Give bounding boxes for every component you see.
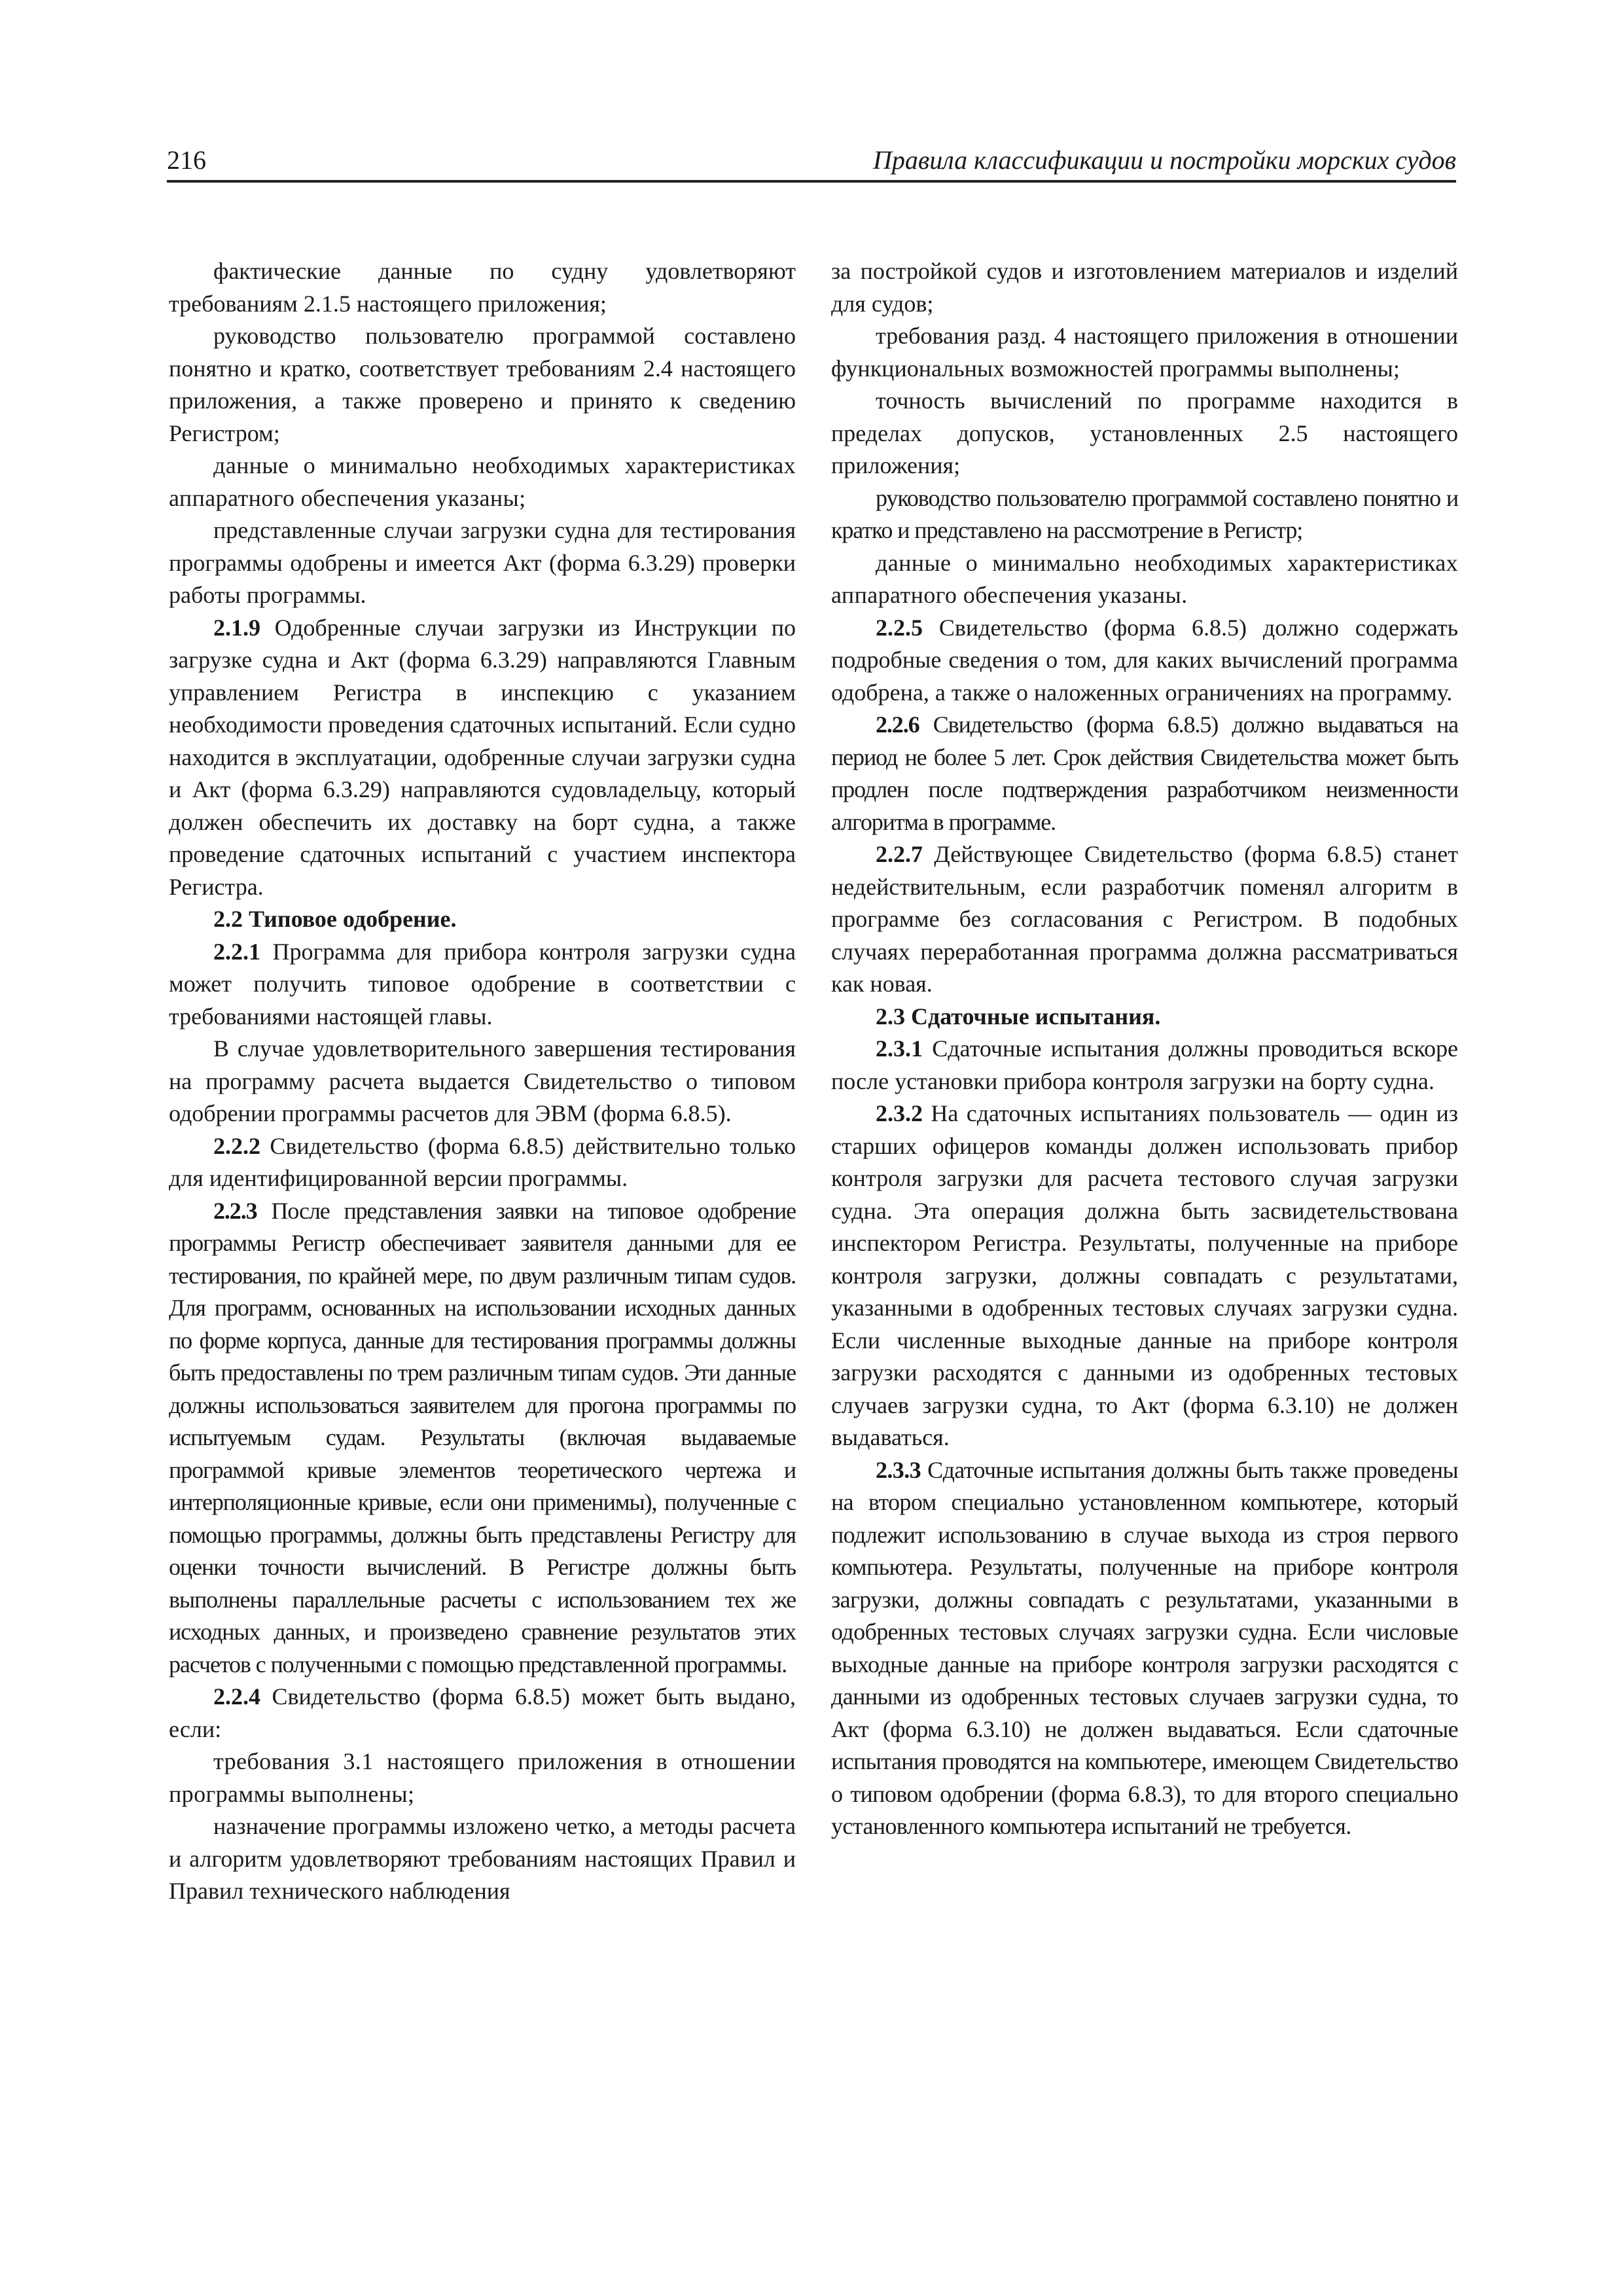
clause-2-2-3 <box>169 1195 796 1681</box>
clause-text: Свидетельство (форма 6.8.5) может быть выдано, если: <box>169 1683 796 1742</box>
clause-number: 2.2.7 <box>876 841 923 867</box>
page-header <box>167 141 1456 183</box>
paragraph: данные о минимально необходимых характеристиках аппаратного обеспечения указаны. <box>831 549 1458 608</box>
clause-2-2-6 <box>831 709 1458 838</box>
clause-text: Свидетельство (форма 6.8.5) действительно только для идентифицированной версии программы. <box>169 1132 796 1191</box>
clause-number: 2.1.9 <box>213 614 260 641</box>
paragraph: представленные случаи загрузки судна для тестирования программы одобрены и имеется Акт (форма 6.3.29) проверки работы программы. <box>169 517 796 608</box>
clause-number: 2.3.1 <box>876 1035 923 1062</box>
clause-number: 2.2.5 <box>876 614 923 641</box>
clause-text: Одобренные случаи загрузки из Инструкции по загрузке судна и Акт (форма 6.3.29) направляются Главным управлением Регистра в инспекцию с указанием необходимости проведения сдаточных испытаний. Если судно находится в эксплуатации, одобренные случаи загрузки судна и Акт (форма 6.3.29) направляются судовладельцу, который должен обеспечить их доставку на борт судна, а также проведение сдаточных испытаний с участием инспектора Регистра. <box>169 614 796 900</box>
clause-number: 2.3.3 <box>876 1456 921 1483</box>
clause-number: 2.2.2 <box>213 1132 260 1159</box>
paragraph: В случае удовлетворительного завершения тестирования на программу расчета выдается Свидетельство о типовом одобрении программы расчетов для ЭВМ (форма 6.8.5). <box>169 1035 796 1126</box>
clause-2-3-3 <box>831 1454 1458 1843</box>
clause-text: Свидетельство (форма 6.8.5) должно содержать подробные сведения о том, для каких вычислений программа одобрена, а также о наложенных ограничениях на программу. <box>831 614 1458 706</box>
clause-number: 2.2.1 <box>213 938 260 965</box>
clause-text: На сдаточных испытаниях пользователь — один из старших офицеров команды должен использовать прибор контроля загрузки для расчета тестового случая загрузки судна. Эта операция должна быть засвидетельствована инспектором Регистра. Результаты, полученные на приборе контроля загрузки, должны совпадать с результатами, указанными в одобренных тестовых случаях загрузки судна. Если численные выходные данные на приборе контроля загрузки расходятся с данными из одобренных тестовых случаев загрузки судна, то Акт (форма 6.3.10) не должен выдаваться. <box>831 1100 1458 1450</box>
section-heading-2-3: 2.3 Сдаточные испытания. <box>876 1003 1161 1030</box>
page-number: 216 <box>167 145 206 175</box>
clause-2-2-5 <box>831 612 1458 709</box>
paragraph: назначение программы изложено четко, а методы расчета и алгоритм удовлетворяют требованиям настоящих Правил и Правил технического наблюдения <box>169 1813 796 1904</box>
clause-number: 2.2.3 <box>213 1197 257 1224</box>
clause-number: 2.3.2 <box>876 1100 923 1126</box>
right-column <box>831 255 1458 1843</box>
clause-number: 2.2.6 <box>876 711 919 738</box>
clause-text: Программа для прибора контроля загрузки судна может получить типовое одобрение в соответствии с требованиями настоящей главы. <box>169 938 796 1030</box>
clause-text: Сдаточные испытания должны быть также проведены на втором специально установленном компьютере, который подлежит использованию в случае выхода из строя первого компьютера. Результаты, полученные на приборе контроля загрузки, должны совпадать с результатами, указанными в одобренных тестовых случаях загрузки судна. Если числовые выходные данные на приборе контроля загрузки расходятся с данными из одобренных тестовых случаев загрузки судна, то Акт (форма 6.3.10) не должен выдаваться. Если сдаточные испытания проводятся на компьютере, имеющем Свидетельство о типовом одобрении (форма 6.8.3), то для второго специально установленного компьютера испытаний не требуется. <box>831 1456 1458 1839</box>
clause-2-2-4 <box>169 1681 796 1746</box>
clause-number: 2.2.4 <box>213 1683 260 1710</box>
paragraph: руководство пользователю программой составлено понятно и кратко и представлено на рассмотрение в Регистр; <box>831 484 1458 543</box>
paragraph: требования 3.1 настоящего приложения в отношении программы выполнены; <box>169 1748 796 1807</box>
clause-text: Действующее Свидетельство (форма 6.8.5) станет недействительным, если разработчик поменял алгоритм в программе без согласования с Регистром. В подобных случаях переработанная программа должна рассматриваться как новая. <box>831 841 1458 997</box>
clause-2-3-1 <box>831 1033 1458 1098</box>
running-title: Правила классификации и постройки морских судов <box>872 145 1456 175</box>
left-column <box>169 255 796 1908</box>
paragraph-continuation: за постройкой судов и изготовлением материалов и изделий для судов; <box>831 258 1458 317</box>
clause-2-2-2 <box>169 1130 796 1195</box>
paragraph: требования разд. 4 настоящего приложения в отношении функциональных возможностей программы выполнены; <box>831 323 1458 382</box>
paragraph: руководство пользователю программой составлено понятно и кратко, соответствует требованиям 2.4 настоящего приложения, а также проверено и принято к сведению Регистром; <box>169 323 796 446</box>
clause-2-2-1 <box>169 936 796 1033</box>
clause-text: После представления заявки на типовое одобрение программы Регистр обеспечивает заявителя данными для ее тестирования, по крайней мере, по двум различным типам судов. Для программ, основанных на использовании исходных данных по форме корпуса, данные для тестирования программы должны быть предоставлены по трем различным типам судов. Эти данные должны использоваться заявителем для прогона программы по испытуемым судам. Результаты (включая выдаваемые программой кривые элементов теоретического чертежа и интерполяционные кривые, если они применимы), полученные с помощью программы, должны быть представлены Регистру для оценки точности вычислений. В Регистре должны быть выполнены параллельные расчеты с использованием тех же исходных данных, и произведено сравнение результатов этих расчетов с полученными с помощью представленной программы. <box>169 1197 796 1677</box>
paragraph: фактические данные по судну удовлетворяют требованиям 2.1.5 настоящего приложения; <box>169 258 796 317</box>
clause-2-3-2 <box>831 1098 1458 1454</box>
section-heading-2-2: 2.2 Типовое одобрение. <box>213 906 457 932</box>
paragraph: данные о минимально необходимых характеристиках аппаратного обеспечения указаны; <box>169 452 796 511</box>
clause-text: Сдаточные испытания должны проводиться вскоре после установки прибора контроля загрузки на борту судна. <box>831 1035 1458 1094</box>
clause-2-1-9 <box>169 612 796 904</box>
clause-2-2-7 <box>831 838 1458 1001</box>
clause-text: Свидетельство (форма 6.8.5) должно выдаваться на период не более 5 лет. Срок действия Свидетельства может быть продлен после подтверждения разработчиком неизменности алгоритма в программе. <box>831 711 1458 835</box>
paragraph: точность вычислений по программе находится в пределах допусков, установленных 2.5 настоящего приложения; <box>831 387 1458 478</box>
